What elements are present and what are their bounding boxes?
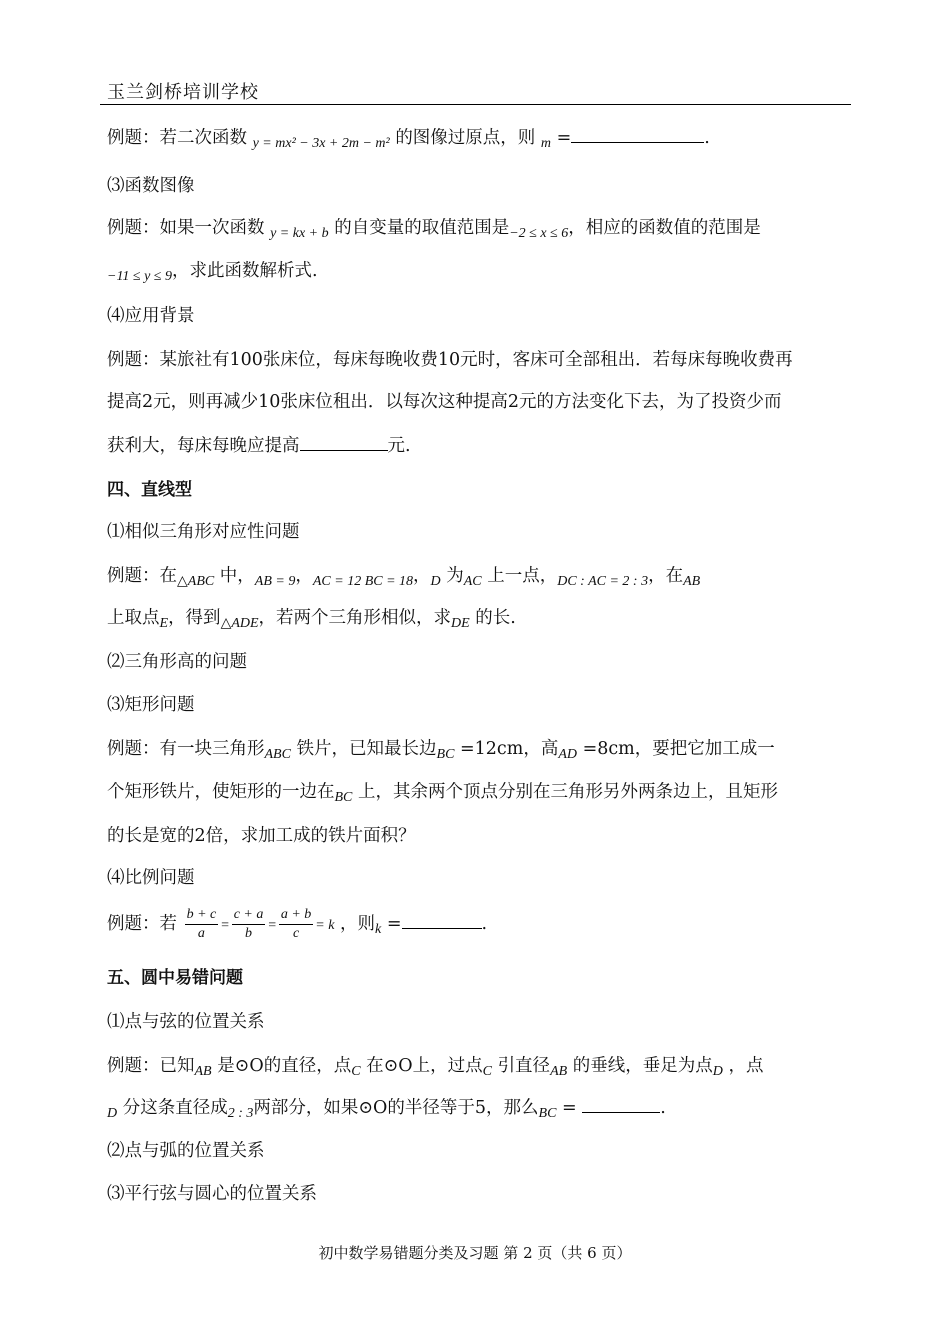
denominator: a (197, 926, 205, 941)
page-footer: 初中数学易错题分类及习题 第 2 页（共 6 页） (318, 1244, 632, 1262)
text: ，在 (648, 566, 684, 586)
text: 例题：有一块三角形 (107, 739, 265, 759)
text: 的长. (475, 608, 516, 628)
fraction (185, 906, 219, 943)
formula: D (430, 574, 441, 589)
text: 引直径 (497, 1056, 551, 1076)
formula: AB = 9 (254, 574, 296, 589)
example-rectangle-line1 (107, 737, 775, 763)
text: ， (413, 566, 431, 586)
formula: AD (558, 747, 577, 762)
formula: BC (334, 790, 353, 805)
example-linear-line2 (107, 259, 318, 285)
text: ，则 (340, 914, 376, 934)
subsection-proportion: ⑷比例问题 (107, 868, 195, 888)
numerator: c + a (232, 906, 266, 925)
formula: AB (550, 1064, 568, 1079)
formula: AB (683, 574, 701, 589)
formula: = k (315, 918, 335, 933)
formula: △ABC (177, 574, 215, 589)
example-triangle-line1 (107, 564, 700, 590)
text: 个矩形铁片，使矩形的一边在 (107, 782, 335, 802)
text: . (660, 1098, 666, 1118)
text: = (386, 914, 402, 934)
text: ， (295, 566, 313, 586)
text: =8cm，要把它加工成一 (582, 739, 775, 759)
fraction (279, 906, 313, 943)
example-quadratic (107, 126, 710, 152)
formula: BC (538, 1106, 557, 1121)
text: 铁片，已知最长边 (296, 739, 437, 759)
text: . (704, 128, 710, 148)
text: 获利大，每床每晚应提高 (107, 436, 300, 456)
formula: ABC (264, 747, 291, 762)
text: 上一点， (487, 566, 558, 586)
formula: AC (463, 574, 482, 589)
subsection-similar-triangles: ⑴相似三角形对应性问题 (107, 522, 300, 542)
school-header: 玉兰剑桥培训学校 (107, 82, 259, 103)
text: 分这条直径成 (122, 1098, 228, 1118)
subsection-point-chord: ⑴点与弦的位置关系 (107, 1012, 265, 1032)
example-circle-line2 (107, 1096, 666, 1122)
answer-blank (300, 434, 388, 451)
text: ，相应的函数值的范围是 (568, 218, 761, 238)
text: =12cm，高 (460, 739, 559, 759)
formula: AC = 12 BC = 18 (312, 574, 414, 589)
example-triangle-line2 (107, 606, 516, 632)
numerator: a + b (279, 906, 313, 925)
subsection-parallel-chords: ⑶平行弦与圆心的位置关系 (107, 1184, 317, 1204)
text: 例题：已知 (107, 1056, 195, 1076)
formula: D (107, 1106, 118, 1121)
text: 上取点 (107, 608, 160, 628)
text: 为 (446, 566, 464, 586)
header-divider (100, 104, 851, 105)
formula: y = mx² − 3x + 2m − m² (252, 136, 390, 151)
equals: = (220, 918, 230, 933)
section-heading-lines: 四、直线型 (107, 480, 192, 500)
formula: C (482, 1064, 492, 1079)
formula: m (540, 136, 552, 151)
text: 元. (387, 436, 411, 456)
text: 两部分，如果⊙O的半径等于5，那么 (253, 1098, 539, 1118)
formula: 2 : 3 (227, 1106, 254, 1121)
text: 例题：在 (107, 566, 177, 586)
text: = (562, 1098, 577, 1118)
subsection-function-graph: ⑶函数图像 (107, 176, 195, 196)
text: 上，其余两个顶点分别在三角形另外两条边上，且矩形 (357, 782, 778, 802)
text: ，求此函数解析式. (172, 261, 318, 281)
text: 在⊙O上，过点 (366, 1056, 483, 1076)
answer-blank (571, 126, 704, 143)
text: 例题：如果一次函数 (107, 218, 265, 238)
denominator: c (292, 926, 300, 941)
text: . (481, 914, 488, 934)
text: 中， (219, 566, 255, 586)
formula: C (351, 1064, 361, 1079)
subsection-triangle-height: ⑵三角形高的问题 (107, 652, 247, 672)
text: ，得到 (168, 608, 221, 628)
text: 是⊙O的直径，点 (217, 1056, 352, 1076)
formula: AB (194, 1064, 212, 1079)
equals: = (267, 918, 277, 933)
answer-blank (402, 912, 482, 929)
text: 的自变量的取值范围是 (334, 218, 510, 238)
formula: DE (451, 616, 470, 631)
example-circle-line1 (107, 1054, 763, 1080)
subsection-application: ⑷应用背景 (107, 306, 195, 326)
example-rectangle-line3: 的长是宽的2倍，求加工成的铁片面积？ (107, 826, 416, 846)
example-proportion (107, 904, 487, 946)
formula: D (712, 1064, 723, 1079)
text: 的图像过原点，则 (395, 128, 536, 148)
example-linear-line1 (107, 216, 761, 242)
formula: k (375, 922, 382, 937)
example-hotel-line2: 提高2元，则再减少10张床位租出．以每次这种提高2元的方法变化下去，为了投资少而 (107, 392, 782, 412)
example-hotel-line3 (107, 434, 411, 458)
text: = (556, 128, 572, 148)
numerator: b + c (185, 906, 219, 925)
example-rectangle-line2 (107, 780, 778, 806)
formula: BC (436, 747, 455, 762)
text: 的垂线，垂足为点 (572, 1056, 713, 1076)
example-hotel-line1: 例题：某旅社有100张床位，每床每晚收费10元时，客床可全部租出．若每床每晚收费再 (107, 350, 793, 370)
denominator: b (245, 926, 253, 941)
formula: E (159, 616, 169, 631)
text: 例题：若二次函数 (107, 128, 247, 148)
formula: −2 ≤ x ≤ 6 (509, 226, 569, 241)
text: ，若两个三角形相似，求 (258, 608, 452, 628)
text: ，点 (728, 1056, 764, 1076)
fraction (232, 906, 266, 943)
text: 例题：若 (107, 914, 177, 934)
formula: △ADE (220, 616, 259, 631)
section-heading-circle: 五、圆中易错问题 (107, 968, 243, 988)
answer-blank (582, 1096, 660, 1113)
subsection-point-arc: ⑵点与弧的位置关系 (107, 1141, 265, 1161)
formula: DC : AC = 2 : 3 (557, 574, 649, 589)
formula: y = kx + b (270, 226, 329, 241)
subsection-rectangle: ⑶矩形问题 (107, 695, 195, 715)
formula: −11 ≤ y ≤ 9 (107, 269, 172, 284)
